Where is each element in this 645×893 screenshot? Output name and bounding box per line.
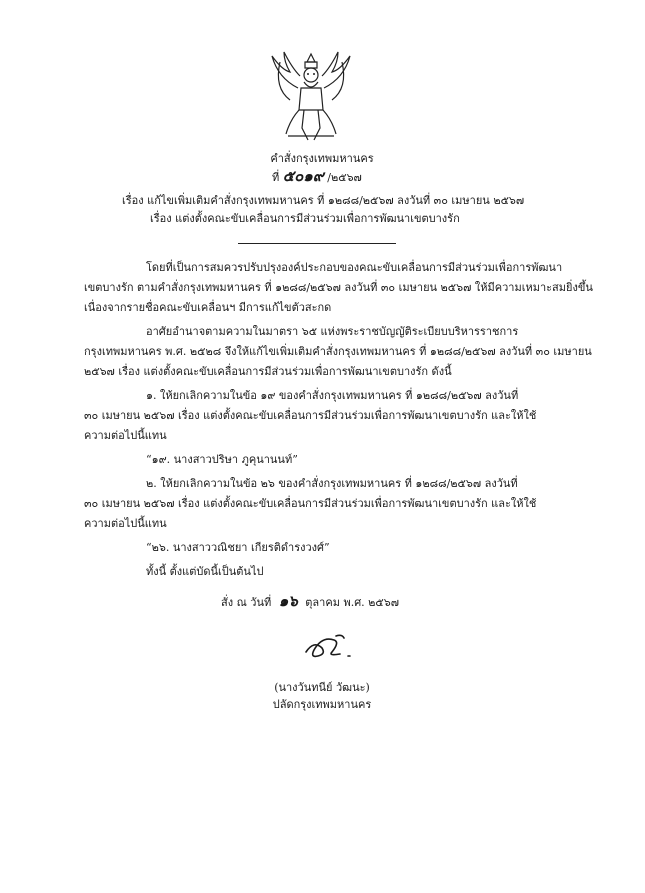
date-line: [221, 594, 399, 610]
order-title: คำสั่งกรุงเทพมหานคร: [270, 152, 374, 165]
item-1-line-1: ๑. ให้ยกเลิกความในข้อ ๑๙ ของคำสั่งกรุงเทพมหานคร ที่ ๑๒๘๘/๒๕๖๗ ลงวันที่: [146, 389, 519, 402]
order-number-suffix: /๒๕๖๗: [327, 171, 362, 184]
handwritten-signature: [300, 626, 360, 666]
date-day-handwritten: ๑๖: [278, 592, 298, 610]
signatory-position: ปลัดกรุงเทพมหานคร: [272, 698, 372, 711]
date-suffix: ตุลาคม พ.ศ. ๒๕๖๗: [305, 596, 400, 609]
date-prefix: สั่ง ณ วันที่: [221, 596, 272, 609]
subject-line-1: เรื่อง แก้ไขเพิ่มเติมคำสั่งกรุงเทพมหานคร ที่ ๑๒๘๘/๒๕๖๗ ลงวันที่ ๓๐ เมษายน ๒๕๖๗: [122, 194, 525, 207]
subject-line-2: เรื่อง แต่งตั้งคณะขับเคลื่อนการมีส่วนร่วมเพื่อการพัฒนาเขตบางรัก: [150, 212, 460, 225]
divider-line: [238, 243, 396, 244]
item-2-line-3: ความต่อไปนี้แทน: [84, 517, 167, 530]
item-1-line-3: ความต่อไปนี้แทน: [84, 429, 167, 442]
garuda-emblem: [268, 48, 354, 146]
item-2-quote: “๒๖. นางสาววณิชยา เกียรติดำรงวงศ์”: [146, 541, 330, 554]
item-1-line-2: ๓๐ เมษายน ๒๕๖๗ เรื่อง แต่งตั้งคณะขับเคลื่อนการมีส่วนร่วมเพื่อการพัฒนาเขตบางรัก และให้ใช้: [84, 409, 537, 422]
item-1-quote: “๑๙. นางสาวปริษา ภูคุนานนท์”: [146, 453, 298, 466]
item-2-line-2: ๓๐ เมษายน ๒๕๖๗ เรื่อง แต่งตั้งคณะขับเคลื่อนการมีส่วนร่วมเพื่อการพัฒนาเขตบางรัก และให้ใช้: [84, 497, 537, 510]
paragraph-1-line-3: เนื่องจากรายชื่อคณะขับเคลื่อนฯ มีการแก้ไขตัวสะกด: [84, 301, 332, 314]
paragraph-1-line-2: เขตบางรัก ตามคำสั่งกรุงเทพมหานคร ที่ ๑๒๘๘/๒๕๖๗ ลงวันที่ ๓๐ เมษายน ๒๕๖๗ ให้มีความเหมาะสมยิ่งขึ้น: [84, 281, 593, 294]
paragraph-2-line-2: กรุงเทพมหานคร พ.ศ. ๒๕๒๘ จึงให้แก้ไขเพิ่มเติมคำสั่งกรุงเทพมหานคร ที่ ๑๒๘๘/๒๕๖๗ ลงวันที่ ๓๐ เมษายน: [84, 345, 592, 358]
signatory-name: (นางวันทนีย์ วัฒนะ): [274, 681, 370, 694]
order-number: [272, 169, 362, 185]
paragraph-1-line-1: โดยที่เป็นการสมควรปรับปรุงองค์ประกอบของคณะขับเคลื่อนการมีส่วนร่วมเพื่อการพัฒนา: [146, 261, 563, 274]
order-number-handwritten: ๕๐๑๙: [282, 167, 324, 185]
paragraph-2-line-1: อาศัยอำนาจตามความในมาตรา ๖๕ แห่งพระราชบัญญัติระเบียบบริหารราชการ: [146, 325, 519, 338]
order-number-prefix: ที่: [272, 171, 280, 184]
paragraph-2-line-3: ๒๕๖๗ เรื่อง แต่งตั้งคณะขับเคลื่อนการมีส่วนร่วมเพื่อการพัฒนาเขตบางรัก ดังนี้: [84, 365, 452, 378]
item-2-line-1: ๒. ให้ยกเลิกความในข้อ ๒๖ ของคำสั่งกรุงเทพมหานคร ที่ ๑๒๘๘/๒๕๖๗ ลงวันที่: [146, 477, 518, 490]
closing-line: ทั้งนี้ ตั้งแต่บัดนี้เป็นต้นไป: [146, 565, 264, 578]
